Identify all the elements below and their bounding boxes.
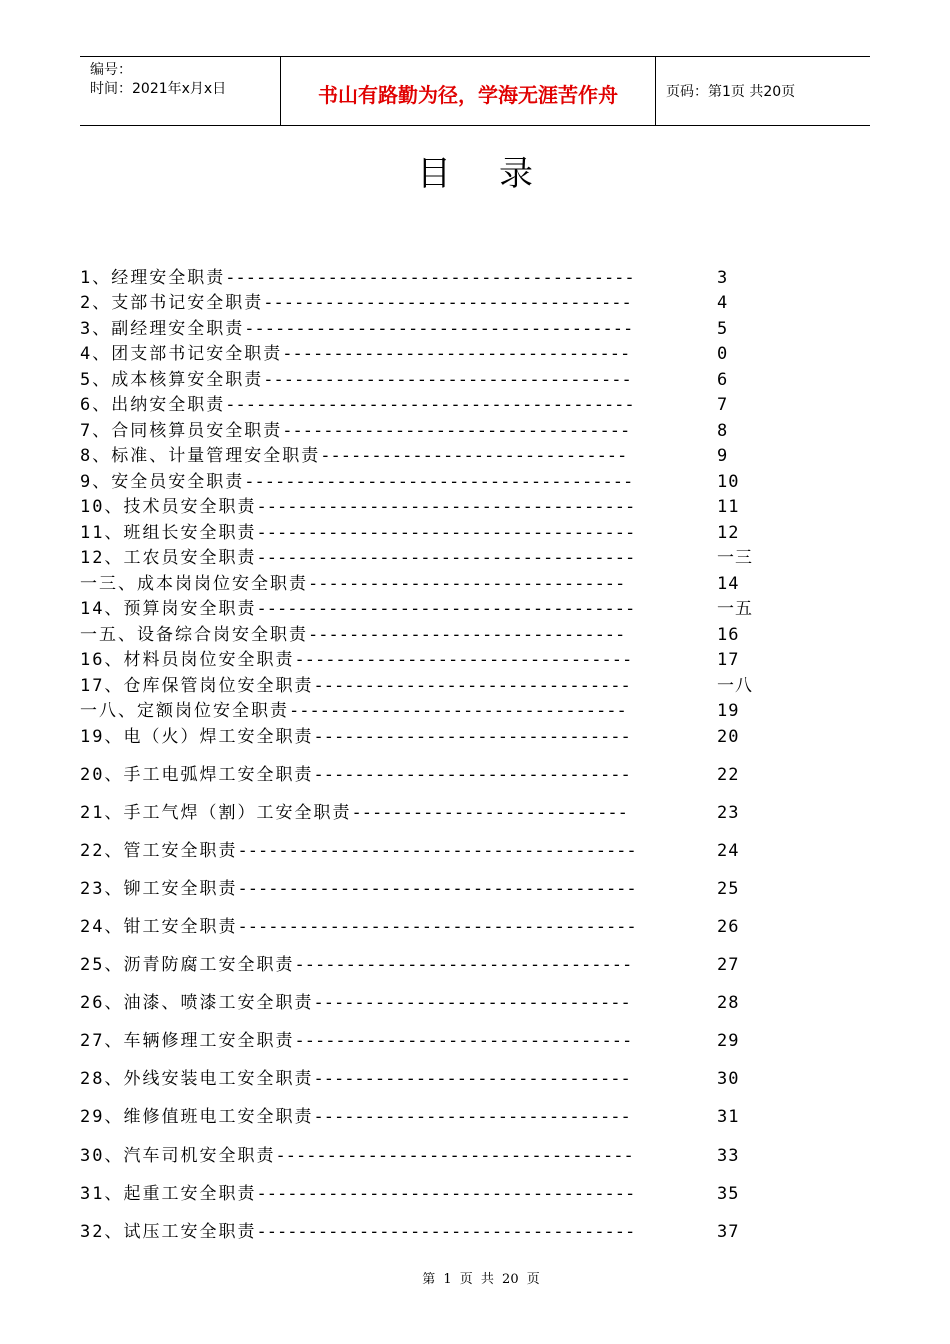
toc-entry-page: 4 — [717, 293, 729, 313]
toc-entry-label: 一八、定额岗位安全职责 — [80, 701, 289, 721]
toc-entry-label: 6、出纳安全职责 — [80, 395, 226, 415]
toc-entry[interactable] — [80, 1067, 780, 1092]
toc-entry-leader: ------------------------------ — [320, 446, 628, 466]
toc-entry-label: 4、团支部书记安全职责 — [80, 344, 283, 364]
toc-entry-label: 22、管工安全职责 — [80, 841, 238, 861]
toc-entry-page: 一三 — [717, 548, 753, 568]
toc-entry-label: 21、手工气焊（割）工安全职责 — [80, 803, 352, 823]
toc-entry[interactable] — [80, 521, 780, 546]
toc-entry[interactable] — [80, 368, 780, 393]
toc-entry-page: 29 — [717, 1031, 740, 1051]
toc-entry-page: 19 — [717, 701, 740, 721]
toc-entry-leader: -------------------------------------- — [244, 319, 634, 339]
toc-entry-leader: ------------------------------- — [313, 1107, 631, 1127]
toc-entry[interactable] — [80, 1029, 780, 1054]
toc-entry-leader: ----------------------------------- — [275, 1146, 634, 1166]
toc-entry-leader: -------------------------------------- — [244, 472, 634, 492]
toc-entry-page: 28 — [717, 993, 740, 1013]
toc-entry-page: 12 — [717, 523, 740, 543]
toc-entry-page: 31 — [717, 1107, 740, 1127]
toc-entry[interactable] — [80, 1220, 780, 1245]
toc-entry-page: 24 — [717, 841, 740, 861]
toc-entry-label: 9、安全员安全职责 — [80, 472, 245, 492]
toc-entry[interactable] — [80, 1144, 780, 1169]
toc-entry-label: 14、预算岗安全职责 — [80, 599, 257, 619]
toc-entry[interactable] — [80, 419, 780, 444]
toc-entry-page: 26 — [717, 917, 740, 937]
toc-entry-leader: ---------------------------------- — [282, 421, 631, 441]
toc-entry[interactable] — [80, 393, 780, 418]
toc-entry[interactable] — [80, 839, 780, 864]
toc-entry-leader: --------------------------------------- — [237, 917, 637, 937]
toc-entry[interactable] — [80, 915, 780, 940]
toc-entry-label: 3、副经理安全职责 — [80, 319, 245, 339]
toc-entry-page: 一五 — [717, 599, 753, 619]
toc-entry[interactable] — [80, 953, 780, 978]
document-header — [80, 56, 870, 126]
toc-entry-leader: ---------------------------------- — [282, 344, 631, 364]
toc-entry[interactable] — [80, 699, 780, 724]
toc-entry[interactable] — [80, 877, 780, 902]
toc-entry-page: 6 — [717, 370, 729, 390]
header-motto: 书山有路勤为径，学海无涯苦作舟 — [281, 57, 656, 125]
toc-entry-leader: ------------------------------------ — [263, 293, 632, 313]
toc-entry[interactable] — [80, 648, 780, 673]
toc-entry-leader: ------------------------------------- — [256, 497, 636, 517]
toc-entry[interactable] — [80, 572, 780, 597]
toc-entry-page: 5 — [717, 319, 729, 339]
toc-entry-leader: ------------------------------------- — [256, 1184, 636, 1204]
toc-entry[interactable] — [80, 623, 780, 648]
toc-entry[interactable] — [80, 801, 780, 826]
toc-entry-page: 20 — [717, 727, 740, 747]
page-footer: 第 1 页 共 20 页 — [422, 1272, 540, 1287]
toc-entry[interactable] — [80, 546, 780, 571]
toc-entry[interactable] — [80, 597, 780, 622]
toc-entry-label: 8、标准、计量管理安全职责 — [80, 446, 321, 466]
toc-entry-page: 25 — [717, 879, 740, 899]
toc-entry-leader: ---------------------------------------- — [225, 395, 635, 415]
toc-entry-page: 14 — [717, 574, 740, 594]
toc-entry[interactable] — [80, 317, 780, 342]
toc-entry-page: 37 — [717, 1222, 740, 1242]
toc-entry-leader: ---------------------------------------- — [225, 268, 635, 288]
toc-entry-label: 一三、成本岗岗位安全职责 — [80, 574, 308, 594]
toc-entry[interactable] — [80, 342, 780, 367]
toc-entry-label: 一五、设备综合岗安全职责 — [80, 625, 308, 645]
toc-entry-label: 17、仓库保管岗位安全职责 — [80, 676, 314, 696]
toc-entry[interactable] — [80, 991, 780, 1016]
toc-entry-label: 2、支部书记安全职责 — [80, 293, 264, 313]
toc-entry[interactable] — [80, 1105, 780, 1130]
toc-entry-leader: --------------------------- — [351, 803, 628, 823]
toc-entry-label: 27、车辆修理工安全职责 — [80, 1031, 295, 1051]
toc-entry-leader: --------------------------------------- — [237, 841, 637, 861]
toc-entry-page: 7 — [717, 395, 729, 415]
toc-entry-page: 0 — [717, 344, 729, 364]
toc-entry[interactable] — [80, 495, 780, 520]
document-number-label: 编号： — [90, 62, 132, 78]
toc-entry-label: 11、班组长安全职责 — [80, 523, 257, 543]
toc-entry-leader: --------------------------------- — [294, 1031, 633, 1051]
toc-entry-page: 33 — [717, 1146, 740, 1166]
toc-entry-leader: ------------------------------------- — [256, 523, 636, 543]
toc-entry-leader: ------------------------------- — [308, 574, 626, 594]
toc-entry-label: 7、合同核算员安全职责 — [80, 421, 283, 441]
toc-entry[interactable] — [80, 266, 780, 291]
toc-entry-page: 一八 — [717, 676, 753, 696]
header-meta — [80, 57, 281, 125]
toc-entry-leader: --------------------------------- — [294, 955, 633, 975]
toc-entry-label: 25、沥青防腐工安全职责 — [80, 955, 295, 975]
toc-entry-leader: ------------------------------------- — [256, 599, 636, 619]
toc-entry-leader: --------------------------------- — [289, 701, 627, 721]
toc-entry-page: 3 — [717, 268, 729, 288]
toc-entry[interactable] — [80, 674, 780, 699]
toc-entry-leader: ------------------------------- — [313, 765, 631, 785]
toc-entry-label: 12、工农员安全职责 — [80, 548, 257, 568]
toc-title: 目录 — [417, 154, 581, 194]
toc-entry-page: 22 — [717, 765, 740, 785]
toc-entry-leader: ------------------------------------- — [256, 548, 636, 568]
toc-entry-page: 30 — [717, 1069, 740, 1089]
toc-entry-leader: ------------------------------- — [313, 1069, 631, 1089]
toc-entry-page: 23 — [717, 803, 740, 823]
toc-entry[interactable] — [80, 444, 780, 469]
toc-entry-label: 24、钳工安全职责 — [80, 917, 238, 937]
toc-entry-page: 17 — [717, 650, 740, 670]
document-time-label: 时间：2021年x月x日 — [90, 81, 227, 97]
toc-entry[interactable] — [80, 1182, 780, 1207]
toc-entry-leader: --------------------------------- — [294, 650, 633, 670]
toc-entry-label: 30、汽车司机安全职责 — [80, 1146, 276, 1166]
toc-entry-label: 5、成本核算安全职责 — [80, 370, 264, 390]
toc-entry[interactable] — [80, 763, 780, 788]
toc-entry[interactable] — [80, 725, 780, 750]
toc-entry-page: 27 — [717, 955, 740, 975]
toc-entry-leader: ------------------------------- — [313, 676, 631, 696]
toc-entry-label: 23、铆工安全职责 — [80, 879, 238, 899]
toc-entry-label: 19、电（火）焊工安全职责 — [80, 727, 314, 747]
toc-entry-label: 20、手工电弧焊工安全职责 — [80, 765, 314, 785]
toc-entry-label: 10、技术员安全职责 — [80, 497, 257, 517]
toc-entry[interactable] — [80, 291, 780, 316]
toc-entry-page: 10 — [717, 472, 740, 492]
toc-entry-page: 35 — [717, 1184, 740, 1204]
toc-entry-page: 9 — [717, 446, 729, 466]
toc-entry-label: 26、油漆、喷漆工安全职责 — [80, 993, 314, 1013]
toc-entry-leader: ------------------------------- — [313, 727, 631, 747]
toc-entry-label: 32、试压工安全职责 — [80, 1222, 257, 1242]
toc-entry-label: 28、外线安装电工安全职责 — [80, 1069, 314, 1089]
header-page-info: 页码：第1页 共20页 — [666, 84, 796, 100]
toc-entry-label: 31、起重工安全职责 — [80, 1184, 257, 1204]
toc-entry-leader: ------------------------------------- — [256, 1222, 636, 1242]
toc-entry-page: 11 — [717, 497, 740, 517]
toc-entry-label: 16、材料员岗位安全职责 — [80, 650, 295, 670]
toc-entry-leader: ------------------------------- — [313, 993, 631, 1013]
toc-entry[interactable] — [80, 470, 780, 495]
toc-entry-label: 1、经理安全职责 — [80, 268, 226, 288]
toc-entry-label: 29、维修值班电工安全职责 — [80, 1107, 314, 1127]
toc-entry-leader: ------------------------------------ — [263, 370, 632, 390]
toc-entry-page: 16 — [717, 625, 740, 645]
toc-entry-page: 8 — [717, 421, 729, 441]
toc-entry-leader: ------------------------------- — [308, 625, 626, 645]
toc-entry-leader: --------------------------------------- — [237, 879, 637, 899]
